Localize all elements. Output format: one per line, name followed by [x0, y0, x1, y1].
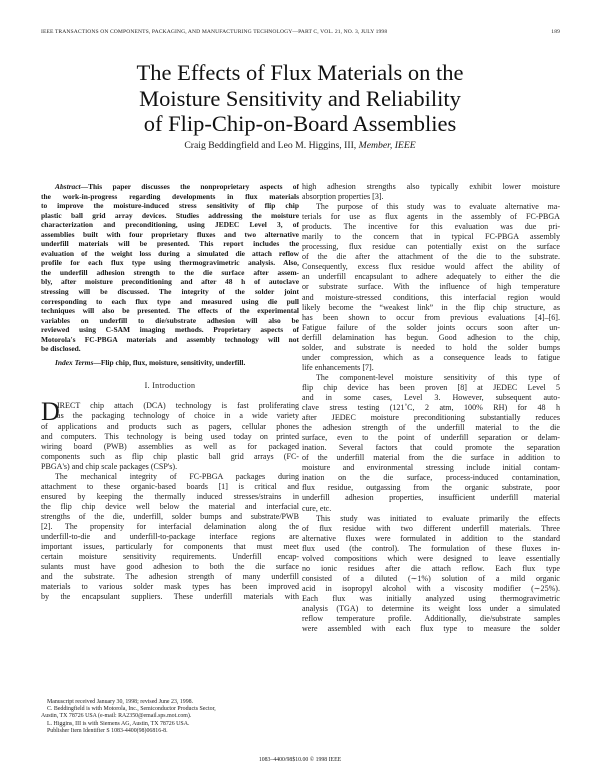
body-line: sulants must have good adhesion to both the die surface — [41, 562, 299, 572]
body-line: clave stress testing (121˚C, 2 atm, 100% RH) for 48 h — [302, 403, 560, 413]
body-line: and the substrate. The adhesion strength of many underfill — [41, 572, 299, 582]
body-line: the adhesion strength of the underfill material to the die — [302, 423, 560, 433]
intro-paragraph-1 — [41, 397, 299, 471]
paper-title — [40, 60, 560, 137]
author-membership: Member, IEEE — [358, 140, 416, 151]
running-header — [41, 29, 560, 38]
author-names: Craig Beddingfield and Leo M. Higgins, III, — [184, 140, 357, 151]
body-line: This study was initiated to evaluate primarily the effects — [316, 513, 560, 523]
body-line: by the encapsulant suppliers. These underfill materials with — [41, 592, 299, 602]
journal-name: IEEE TRANSACTIONS ON COMPONENTS, PACKAGING, AND MANUFACTURING TECHNOLOGY—PART C, VOL. 21, NO. 3, JULY 1998 — [41, 29, 388, 35]
abstract-line: reviewed using C-SAM imaging methods. Proprietary aspects of — [41, 325, 299, 335]
body-line: products. The incentive for this evaluation was due pri- — [302, 222, 560, 232]
right-paragraph-1 — [302, 202, 560, 373]
body-line: important issues, particularly for components that must meet — [41, 542, 299, 552]
body-line: wiring board (PWB) assemblies as well as for packaged — [41, 441, 299, 451]
body-line: of applications and products such as pagers, cellular phones — [41, 421, 299, 431]
index-terms-text: —Flip chip, flux, moisture, sensitivity, underfill. — [93, 357, 246, 367]
body-line: and moisture-stressed conditions, this interfacial region would — [302, 292, 560, 302]
index-terms-lead: Index Terms — [55, 357, 94, 367]
body-line: derfill delamination has begun. Good adhesion to the chip, — [302, 332, 560, 342]
body-line: no ionic residues after die attach reflow. Each flux type — [302, 563, 560, 573]
abstract — [41, 182, 299, 354]
body-line: high adhesion strengths also typically exhibit lower moisture — [302, 182, 560, 191]
body-line: IRECT chip attach (DCA) technology is fast proliferating — [57, 401, 299, 411]
body-line: flux residue, outgassing from the organic substrate, poor — [302, 483, 560, 493]
index-terms — [41, 358, 299, 368]
right-paragraph-3 — [302, 514, 560, 635]
body-line: as the packaging technology of choice in a wide variety — [57, 411, 299, 421]
footnote-line: Manuscript received January 30, 1998; revised June 23, 1998. — [47, 699, 194, 705]
body-line: The mechanical integrity of FC-PBGA packages during — [55, 471, 299, 481]
abstract-line: evaluation of the weight loss during a simulated die attach reflow — [41, 248, 299, 258]
body-line: of the underfill material from the die surface in addition to — [302, 453, 560, 463]
body-line: Fatigue failure of the solder joints occurs soon after un- — [302, 322, 560, 332]
body-line: ination on the die surface, process-induced contamination, — [302, 473, 560, 483]
footnote-line: L. Higgins, III is with Siemens AG, Austin, TX 78726 USA. — [47, 720, 190, 727]
body-line: moisture and environmental stressing include initial contam- — [302, 463, 560, 473]
body-line: life enhancements [7]. — [302, 362, 374, 372]
body-line: and computers. This technology is being used today on printed — [41, 431, 299, 441]
body-line: Consequently, excess flux residue would affect the ability of — [302, 262, 560, 272]
abstract-line: techniques will also be presented. The effects of the experimental — [41, 306, 299, 316]
section-heading-introduction: I. Introduction — [144, 381, 196, 391]
body-line: the flip chip device well below the material and interfacial — [41, 501, 299, 511]
abstract-line: the underfill adhesion strength to the die surface after assem- — [41, 267, 299, 277]
copyright-footer: 1083–4400/98$10.00 © 1998 IEEE — [258, 757, 342, 763]
abstract-line: assemblies built with four proprietary fluxes and two alternative — [41, 229, 299, 239]
body-line: has been shown to occur from previous evaluations [4]–[6]. — [302, 312, 560, 322]
body-line: likely become the “weakest link” in the flip chip structure, as — [302, 302, 560, 312]
body-line: Each flux was initially analyzed using thermogravimetric — [302, 593, 560, 603]
body-line: The component-level moisture sensitivity of this type of — [316, 372, 560, 382]
right-column — [302, 182, 560, 634]
footnote-line: Publisher Item Identifier S 1083-4400(98)06816-8. — [47, 727, 168, 734]
body-line: flip chip device has been proven [8] at JEDEC Level 5 — [302, 382, 560, 392]
right-paragraph-2 — [302, 373, 560, 514]
body-line: were assembled with each flux type to measure the solder — [302, 624, 560, 634]
drop-cap: D — [41, 397, 60, 427]
body-line: components such as flip chip plastic ball grid arrays (FC- — [41, 451, 299, 461]
body-line: and in some cases, Level 3. However, subsequent auto- — [302, 392, 560, 402]
abstract-line: Abstract—This paper discusses the nonproprietary aspects of — [55, 182, 299, 191]
body-line: ination. Several factors that could promote the separation — [302, 443, 560, 453]
body-line: of the die after the attachment of the die to the substrate. — [302, 252, 560, 262]
body-line: PBGA's) and chip scale packages (CSP's). — [41, 461, 178, 471]
body-line: surface, even to the point of underfill separation or delam- — [302, 433, 560, 443]
body-line: materials to various solder mask types has been improved — [41, 582, 299, 592]
body-line: absorption properties [3]. — [302, 192, 384, 202]
right-paragraph-0 — [302, 182, 560, 202]
body-line: The purpose of this study was to evaluate alternative ma- — [316, 202, 560, 212]
left-column — [41, 182, 299, 602]
body-line: consisted of a diluted (∼1%) solution of a mild organic — [302, 573, 560, 583]
abstract-line: variables on underfill to die/substrate adhesion will also be — [41, 315, 299, 325]
abstract-lead: Abstract— — [55, 182, 89, 191]
body-line: or substrate surface. With the influence of high temperature — [302, 282, 560, 292]
footnote-line: Austin, TX 78726 USA (e-mail: RA2350@email.sps.mot.com). — [41, 713, 192, 720]
body-line: marily to the concern that in typical FC-PBGA assembly — [302, 232, 560, 242]
body-line: volved compositions which were designed to leave essentially — [302, 553, 560, 563]
body-line: under compression, which as a consequence leads to fatigue — [302, 352, 560, 362]
body-line: processing, flux residue can potentially exist on the surface — [302, 242, 560, 252]
body-line: underfill adhesion properties, insufficient underfill material — [302, 493, 560, 503]
abstract-line: underfill materials will be presented. This report includes the — [41, 239, 299, 249]
title-line: Moisture Sensitivity and Reliability — [139, 85, 461, 111]
body-line: terials for use as flux agents in the assembly of FC-PBGA — [302, 212, 560, 222]
abstract-line: be disclosed. — [41, 344, 81, 354]
body-line: underfill-to-die and underfill-to-package interface regions are — [41, 532, 299, 542]
body-line: of flux residue with two different underfill materials. Three — [302, 523, 560, 533]
body-line: reflow temperature profile. Additionally, die/substrate samples — [302, 614, 560, 624]
body-line: attachment to these organic-based boards [1] is critical and — [41, 481, 299, 491]
footnotes — [41, 699, 299, 735]
body-line: flux used (the control). The formulation of these fluxes in- — [302, 543, 560, 553]
body-line: certain moisture sensitivity requirements. Underfill encap- — [41, 552, 299, 562]
abstract-line: plastic ball grid array devices. Studies addressing the moisture — [41, 210, 299, 220]
body-line: ensured by keeping the thermally induced stresses/strains in — [41, 491, 299, 501]
body-line: an underfill encapsulant to adhere adequately to either the die — [302, 272, 560, 282]
abstract-line: stressing will be discussed. The integrity of the solder joint — [41, 287, 299, 297]
body-line: [2]. The propensity for interfacial delamination along the — [41, 522, 299, 531]
intro-paragraph-2 — [41, 472, 299, 603]
abstract-line: characterization and preconditioning, using JEDEC Level 3, of — [41, 220, 299, 230]
abstract-line: profile for each flux type using thermogravimetric analysis. Also, — [41, 258, 299, 268]
page-number: 189 — [551, 29, 560, 35]
footnote-line: C. Beddingfield is with Motorola, Inc., Semiconductor Products Sector, — [47, 706, 216, 713]
body-line: solder, and substrate is needed to hold the solder bumps — [302, 342, 560, 352]
author-line — [40, 140, 560, 151]
body-line: alternative fluxes were formulated in addition to the standard — [302, 533, 560, 543]
body-line: acid in isopropyl alcohol with a viscosity modifier (∼25%). — [302, 583, 560, 593]
body-line: after JEDEC moisture preconditioning substantially reduces — [302, 413, 560, 423]
body-line: analysis (TGA) to determine its weight loss under a simulated — [302, 603, 560, 613]
body-line: strengths of the die, underfill, solder bumps and substrate/PWB — [41, 511, 299, 521]
abstract-line: to improve the moisture-induced stress sensitivity of flip chip — [41, 201, 299, 211]
abstract-line: corresponding to each flux type and measured using die pull — [41, 296, 299, 306]
body-line: cure, etc. — [302, 503, 332, 513]
abstract-line: bly, after moisture preconditioning and after 48 h of autoclave — [41, 277, 299, 287]
title-line: The Effects of Flux Materials on the — [136, 60, 464, 85]
abstract-line: the work-in-progress regarding developments in flux materials — [41, 191, 299, 201]
abstract-line: Motorola's FC-PBGA materials and assembly technology will not — [41, 334, 299, 344]
title-line: of Flip-Chip-on-Board Assemblies — [143, 111, 457, 136]
